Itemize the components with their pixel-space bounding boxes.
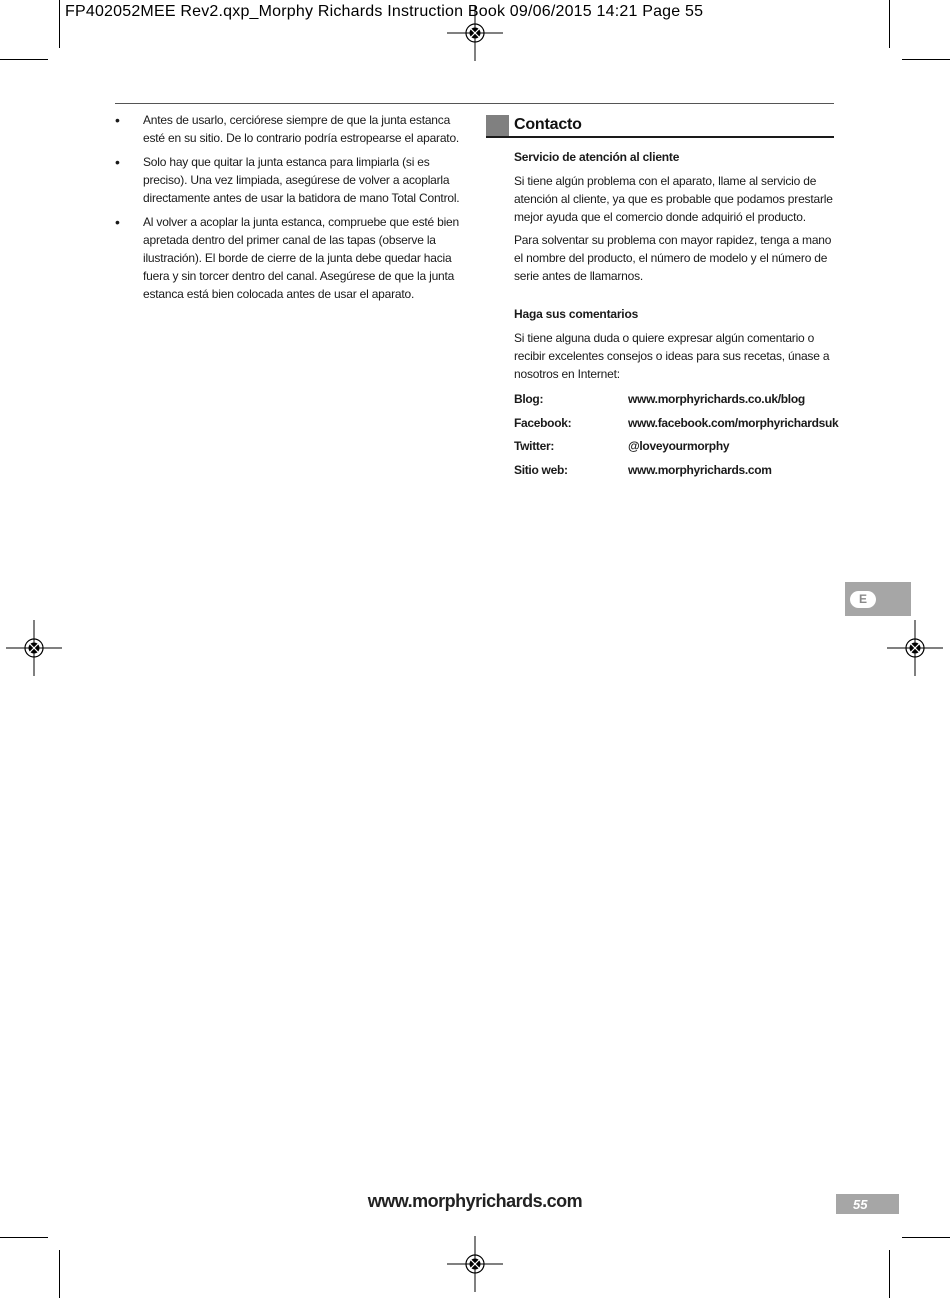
section-header	[486, 115, 834, 138]
contact-label: Blog:	[514, 392, 544, 406]
crop-mark	[902, 1237, 950, 1238]
bullet-text: Antes de usarlo, cerciórese siempre de que la junta estanca esté en su sitio. De lo contrario podría estropearse el aparato.	[143, 113, 460, 145]
comments-paragraph: Si tiene alguna duda o quiere expresar algún comentario o recibir excelentes consejos o ideas para sus recetas, únase a nosotros en Internet:	[514, 331, 830, 381]
slug-line: FP402052MEE Rev2.qxp_Morphy Richards Instruction Book 09/06/2015 14:21 Page 55	[65, 3, 704, 20]
contact-value: www.morphyrichards.co.uk/blog	[628, 392, 805, 406]
crop-mark	[59, 1250, 60, 1298]
crop-mark	[59, 0, 60, 48]
crop-mark	[0, 59, 48, 60]
list-item	[115, 153, 465, 207]
contact-row-website	[514, 461, 834, 479]
registration-mark-icon	[447, 1236, 503, 1292]
registration-mark-icon	[887, 620, 943, 676]
right-column	[486, 115, 839, 484]
contact-label: Sitio web:	[514, 462, 568, 477]
contact-value: www.facebook.com/morphyrichardsuk	[628, 415, 839, 430]
comments-heading: Haga sus comentarios	[514, 307, 639, 321]
crop-mark	[889, 0, 890, 48]
registration-mark-icon	[447, 5, 503, 61]
section-marker	[486, 115, 509, 136]
customer-service-heading: Servicio de atención al cliente	[514, 150, 680, 164]
contact-value: www.morphyrichards.com	[628, 462, 772, 477]
contact-row-twitter	[514, 437, 834, 455]
list-item	[115, 111, 465, 147]
top-rule	[115, 103, 834, 104]
page-number-tab	[836, 1194, 899, 1214]
contact-label: Twitter:	[514, 439, 555, 453]
bullet-icon: •	[115, 214, 120, 230]
crop-mark	[0, 1237, 48, 1238]
list-item	[115, 213, 465, 303]
language-code: E	[850, 591, 876, 608]
left-column	[115, 111, 465, 309]
customer-service-paragraph: Para solventar su problema con mayor rapidez, tenga a mano el nombre del producto, el número de modelo y el número de serie antes de llamarnos.	[514, 233, 832, 283]
contact-row-facebook	[514, 414, 839, 432]
bullet-text: Al volver a acoplar la junta estanca, compruebe que esté bien apretada dentro del primer canal de las tapas (observe la ilustración). El borde de cierre de la junta debe quedar hacia fuera y sin torcer dentro del canal. Asegúrese de que la junta estanca está bien colocada antes de usar el aparato.	[143, 215, 460, 301]
crop-mark	[889, 1250, 890, 1298]
crop-mark	[902, 59, 950, 60]
registration-mark-icon	[6, 620, 62, 676]
page-number: 55	[853, 1197, 868, 1212]
section-title: Contacto	[514, 116, 582, 133]
bullet-icon: •	[115, 154, 120, 170]
contact-label: Facebook:	[514, 415, 572, 430]
bullet-text: Solo hay que quitar la junta estanca para limpiarla (si es preciso). Una vez limpiada, asegúrese de volver a acoplarla directamente antes de usar la batidora de mano Total Control.	[143, 155, 460, 205]
contact-value: @loveyourmorphy	[628, 439, 730, 453]
customer-service-paragraph: Si tiene algún problema con el aparato, llame al servicio de atención al cliente, ya que es probable que podamos prestarle mejor ayuda que el comercio donde adquirió el producto.	[514, 174, 833, 224]
language-tab	[845, 582, 911, 616]
bullet-icon: •	[115, 112, 120, 128]
contact-row-blog	[514, 390, 834, 408]
footer-url: www.morphyrichards.com	[367, 1191, 583, 1211]
